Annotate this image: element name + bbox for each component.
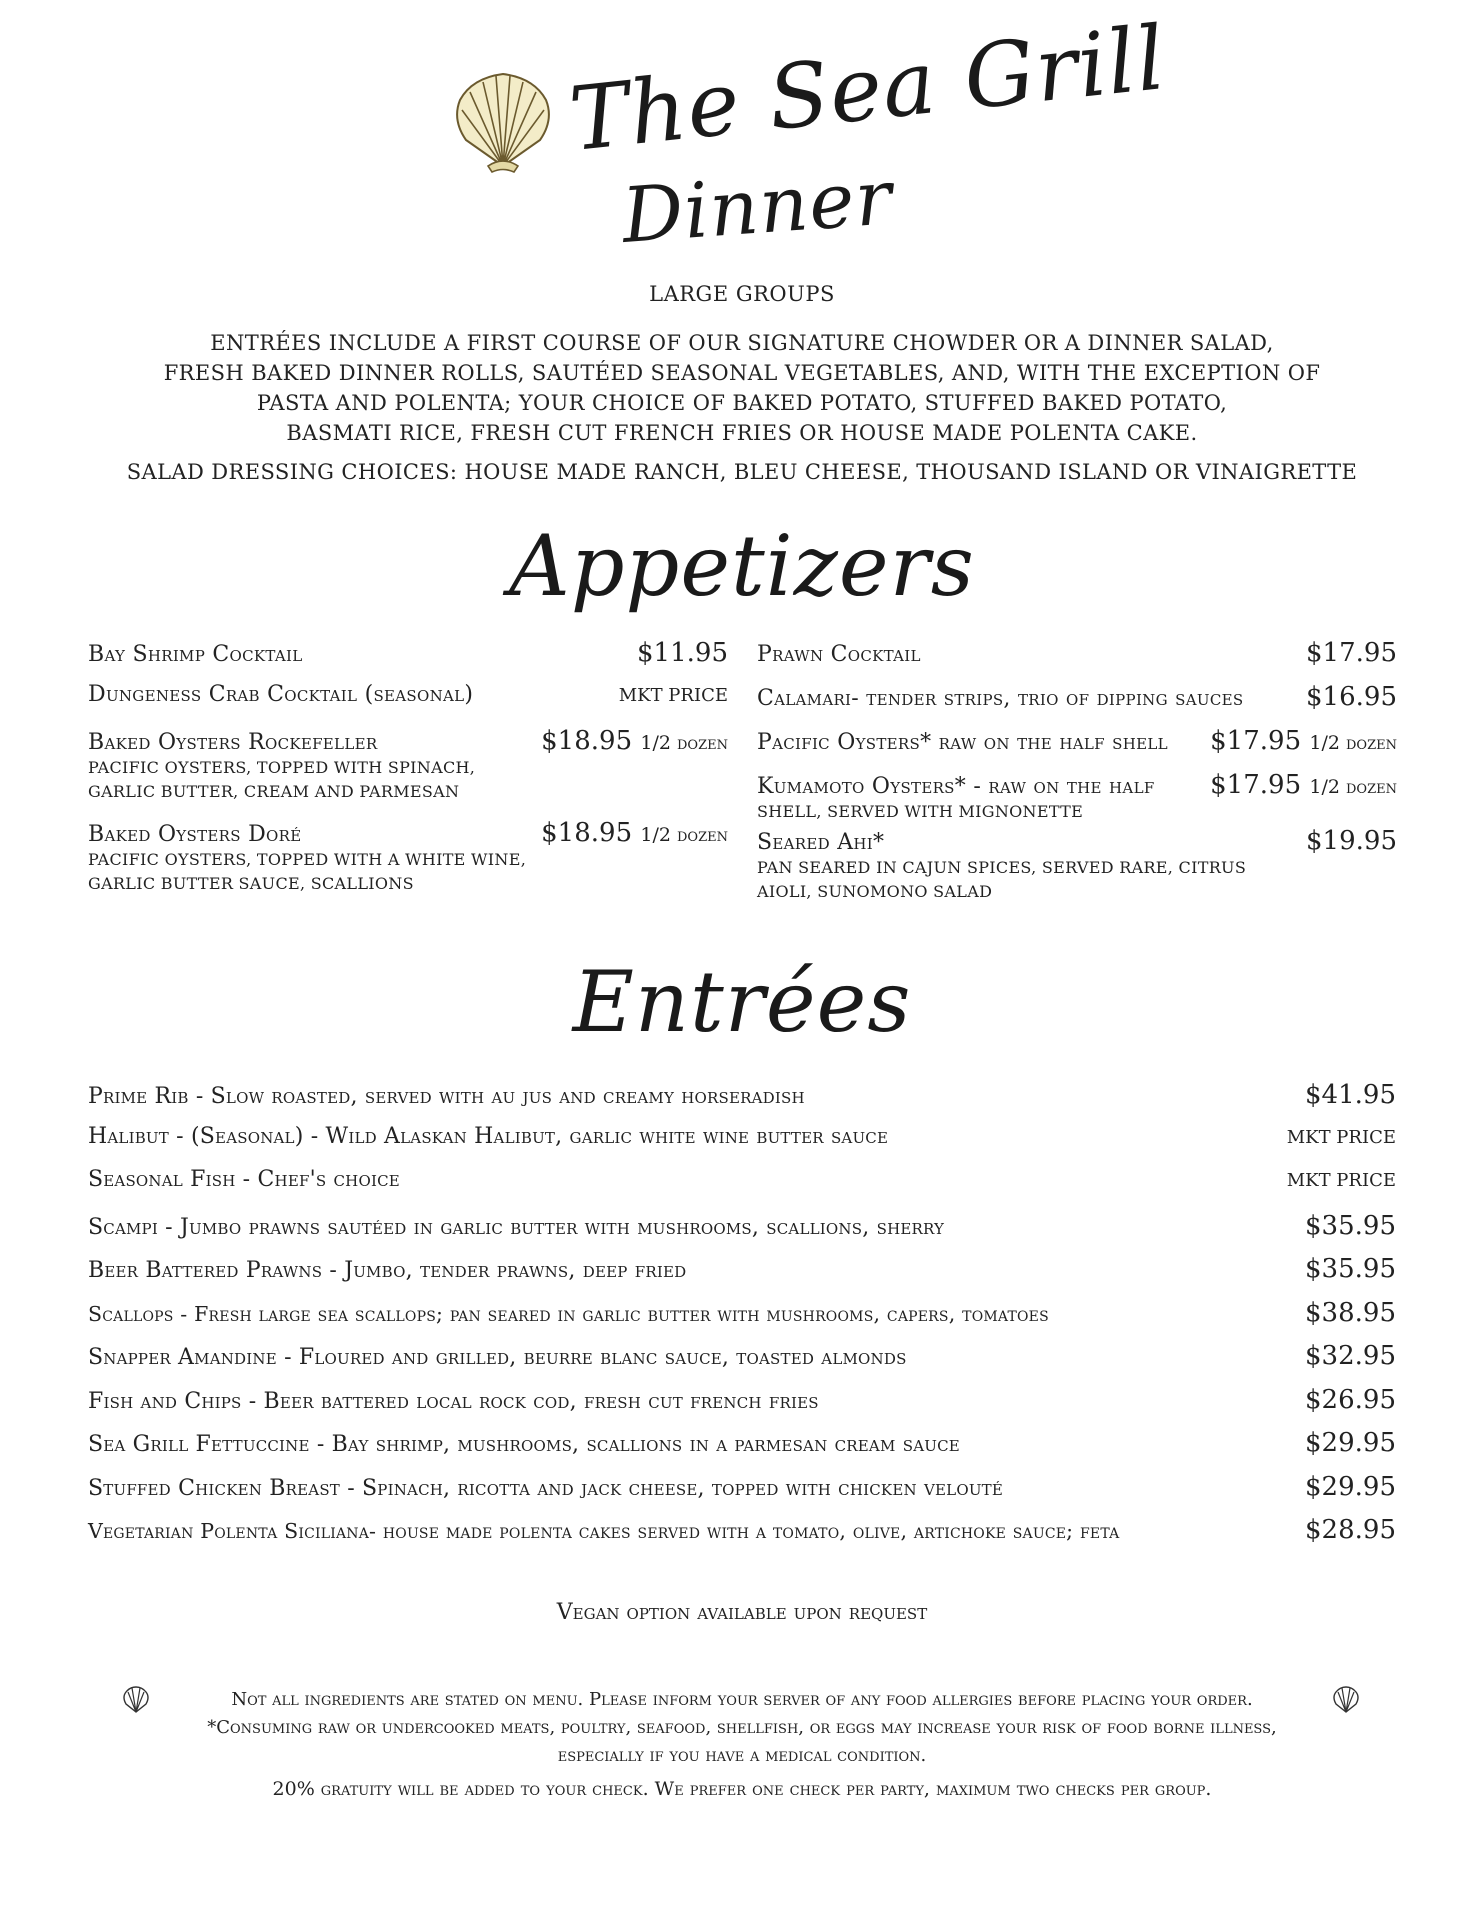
item-name: Baked Oysters Rockefeller <box>88 730 378 755</box>
item-price: $11.95 <box>637 638 728 668</box>
item-name: Calamari- tender strips, trio of dipping sauces <box>757 686 1244 711</box>
entree-name: Snapper Amandine - Floured and grilled, beurre blanc sauce, toasted almonds <box>88 1345 907 1370</box>
intro-line: FRESH BAKED DINNER ROLLS, SAUTÉED SEASONAL VEGETABLES, AND, WITH THE EXCEPTION OF <box>163 361 1321 385</box>
item-name: Dungeness Crab Cocktail (seasonal) <box>88 682 474 707</box>
entree-item <box>88 1254 1396 1298</box>
gratuity-note: 20% gratuity will be added to your check. We prefer one check per party, maximum two checks per group. <box>272 1778 1212 1800</box>
entree-name: Seasonal Fish - Chef's choice <box>88 1167 400 1192</box>
item-description: PACIFIC OYSTERS, TOPPED WITH A WHITE WINE, GARLIC BUTTER SAUCE, SCALLIONS <box>88 850 527 893</box>
entree-price: MKT PRICE <box>1286 1126 1396 1148</box>
entree-item <box>88 1080 1396 1124</box>
entree-item <box>88 1472 1396 1516</box>
entrees-list <box>88 1080 1396 1559</box>
vegan-note: Vegan option available upon request <box>556 1600 928 1625</box>
entree-item <box>88 1341 1396 1385</box>
entree-price: $41.95 <box>1305 1080 1396 1110</box>
entree-price: $38.95 <box>1305 1297 1396 1328</box>
allergy-notice: Not all ingredients are stated on menu. Please inform your server of any food allergies before placing your order. <box>231 1689 1253 1710</box>
entree-price: $26.95 <box>1305 1384 1396 1415</box>
scallop-shell-icon <box>448 70 558 174</box>
item-price: $16.95 <box>1306 682 1397 712</box>
item-price: $18.95 <box>541 726 633 756</box>
salad-dressing-choices: SALAD DRESSING CHOICES: HOUSE MADE RANCH, BLEU CHEESE, THOUSAND ISLAND OR VINAIGRETTE <box>126 460 1358 484</box>
item-unit: 1/2 dozen <box>640 732 728 754</box>
item-unit: 1/2 dozen <box>1309 732 1397 754</box>
entree-price: $35.95 <box>1305 1254 1396 1284</box>
item-price: MKT PRICE <box>618 685 728 706</box>
entree-item <box>88 1167 1396 1211</box>
appetizers-heading: Appetizers <box>509 517 975 615</box>
item-price: $17.95 <box>1210 726 1302 756</box>
item-name: Prawn Cocktail <box>757 642 921 667</box>
restaurant-title: The Sea Grill <box>564 6 1171 171</box>
intro-text <box>0 328 1484 448</box>
appetizers-left-column <box>88 638 728 898</box>
appetizers-right-column <box>757 638 1397 906</box>
menu-item <box>757 726 1397 770</box>
entree-price: $32.95 <box>1305 1341 1396 1371</box>
entree-price: $29.95 <box>1305 1471 1396 1502</box>
raw-food-warning: *Consuming raw or undercooked meats, poultry, seafood, shellfish, or eggs may increase your risk of food borne illness, <box>207 1717 1277 1738</box>
entree-item <box>88 1385 1396 1429</box>
intro-line: PASTA AND POLENTA; YOUR CHOICE OF BAKED POTATO, STUFFED BAKED POTATO, <box>256 391 1228 415</box>
menu-item <box>757 770 1397 826</box>
menu-subtitle: Dinner <box>619 152 896 260</box>
intro-line: ENTRÉES INCLUDE A FIRST COURSE OF OUR SIGNATURE CHOWDER OR A DINNER SALAD, <box>210 331 1274 355</box>
entree-name: Stuffed Chicken Breast - Spinach, ricotta and jack cheese, topped with chicken velouté <box>88 1475 1004 1501</box>
menu-item <box>88 682 728 726</box>
entree-name: Fish and Chips - Beer battered local rock cod, fresh cut french fries <box>88 1388 819 1414</box>
menu-item <box>757 826 1397 906</box>
menu-item <box>757 638 1397 682</box>
item-name: Pacific Oysters* raw on the half shell <box>757 730 1168 755</box>
raw-food-warning-cont: especially if you have a medical condition. <box>557 1745 927 1766</box>
item-description: PAN SEARED IN CAJUN SPICES, SERVED RARE, CITRUS AIOLI, SUNOMONO SALAD <box>757 858 1247 901</box>
item-description: SHELL, SERVED WITH MIGNONETTE <box>757 802 1084 821</box>
item-description: PACIFIC OYSTERS, TOPPED WITH SPINACH, GARLIC BUTTER, CREAM AND PARMESAN <box>88 758 476 801</box>
large-groups-label: LARGE GROUPS <box>649 282 835 306</box>
menu-item <box>757 682 1397 726</box>
item-name: Seared Ahi* <box>757 830 885 855</box>
item-name: Kumamoto Oysters* - raw on the half <box>757 774 1155 799</box>
entree-name: Halibut - (Seasonal) - Wild Alaskan Halibut, garlic white wine butter sauce <box>88 1123 889 1149</box>
item-name: Baked Oysters Doré <box>88 822 302 847</box>
menu-item <box>88 638 728 682</box>
footer-notes <box>0 1686 1484 1770</box>
entree-price: $28.95 <box>1305 1515 1396 1545</box>
entree-item <box>88 1298 1396 1342</box>
item-price: $18.95 <box>541 818 633 848</box>
intro-line: BASMATI RICE, FRESH CUT FRENCH FRIES OR HOUSE MADE POLENTA CAKE. <box>286 421 1198 445</box>
item-price: $17.95 <box>1306 638 1397 668</box>
intro-section <box>0 282 1484 484</box>
menu-item <box>88 818 728 898</box>
entree-item <box>88 1124 1396 1168</box>
entree-item <box>88 1515 1396 1559</box>
entree-item <box>88 1428 1396 1472</box>
entree-name: Scallops - Fresh large sea scallops; pan seared in garlic butter with mushrooms, capers, tomatoes <box>88 1301 1049 1326</box>
entree-name: Beer Battered Prawns - Jumbo, tender prawns, deep fried <box>88 1258 687 1283</box>
entree-name: Scampi - Jumbo prawns sautéed in garlic butter with mushrooms, scallions, sherry <box>88 1214 945 1240</box>
entree-price: MKT PRICE <box>1286 1170 1396 1191</box>
entree-name: Sea Grill Fettuccine - Bay shrimp, mushrooms, scallions in a parmesan cream sauce <box>88 1432 960 1457</box>
entree-price: $35.95 <box>1305 1210 1396 1241</box>
item-price: $19.95 <box>1306 826 1397 856</box>
item-unit: 1/2 dozen <box>1309 776 1397 798</box>
entree-name: Vegetarian Polenta Siciliana- house made polenta cakes served with a tomato, olive, artichoke sauce; feta <box>88 1519 1120 1543</box>
item-name: Bay Shrimp Cocktail <box>88 642 303 667</box>
entree-item <box>88 1211 1396 1255</box>
item-unit: 1/2 dozen <box>640 824 728 846</box>
menu-header <box>0 6 1484 260</box>
entree-name: Prime Rib - Slow roasted, served with au jus and creamy horseradish <box>88 1084 805 1109</box>
entrees-heading: Entrées <box>572 953 912 1051</box>
entree-price: $29.95 <box>1305 1428 1396 1458</box>
menu-item <box>88 726 728 818</box>
item-price: $17.95 <box>1210 770 1302 800</box>
scallop-shell-icon <box>1332 1686 1360 1714</box>
scallop-shell-icon <box>122 1686 150 1714</box>
